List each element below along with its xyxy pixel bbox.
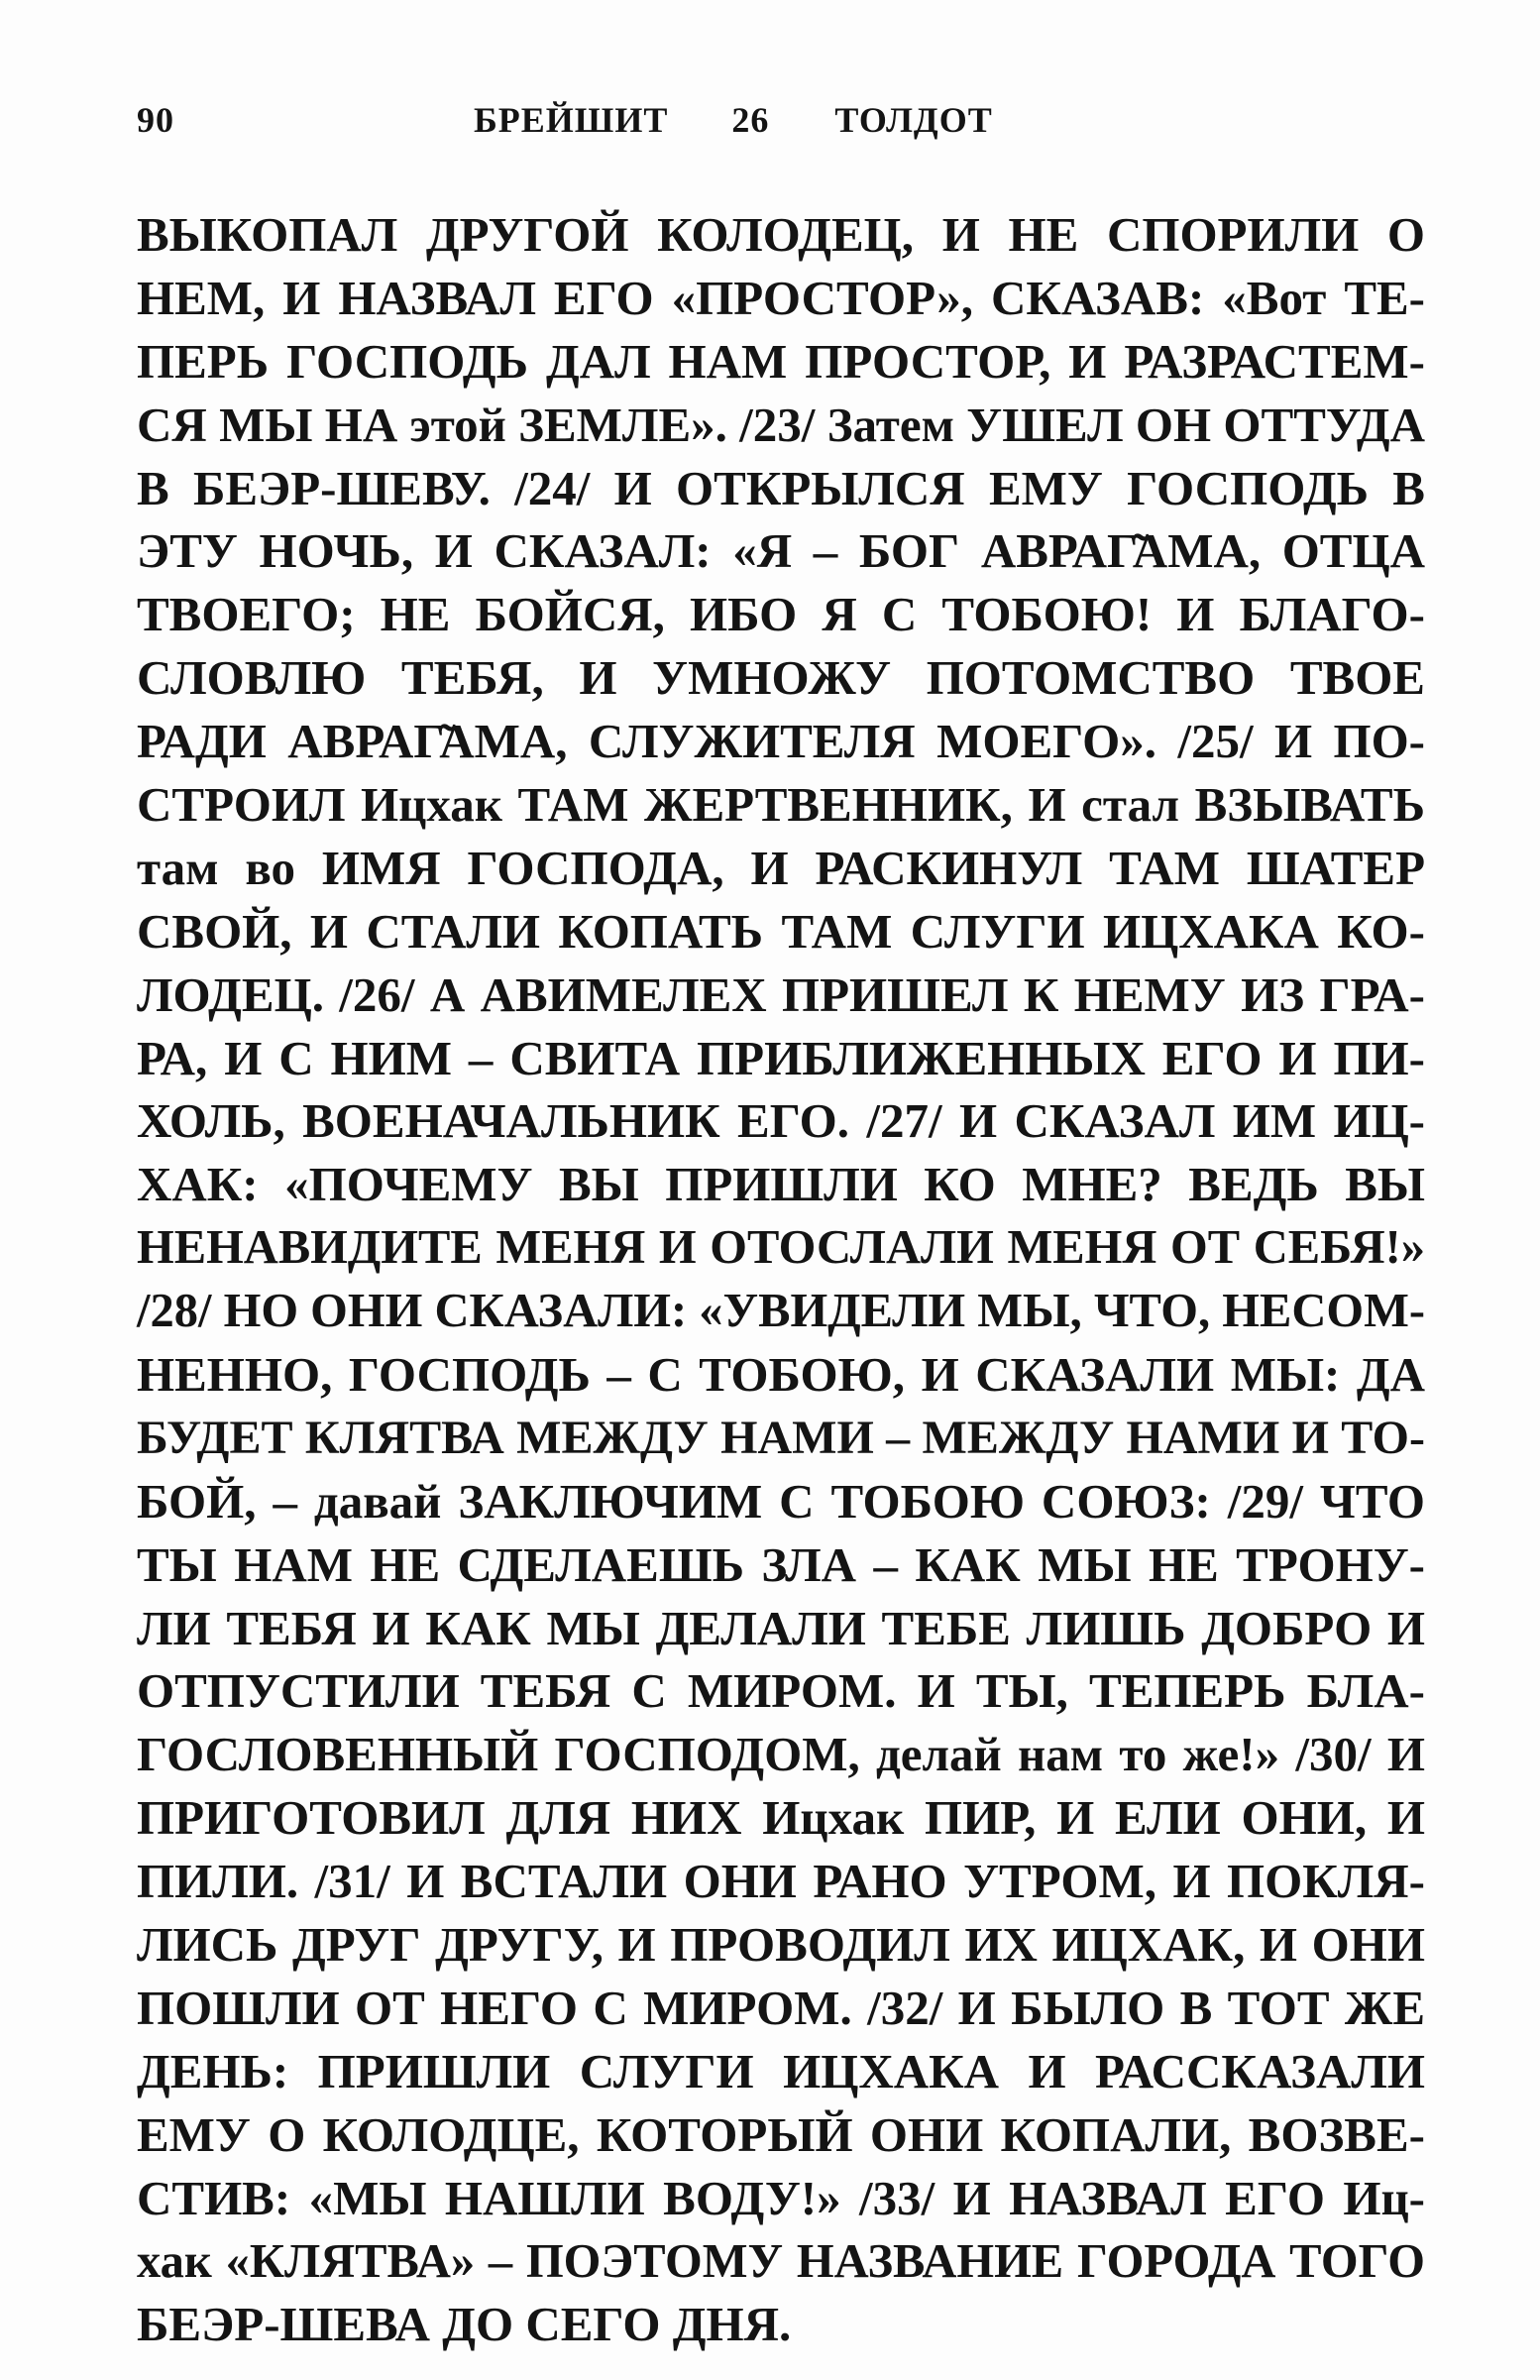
text-line: ГОСЛОВЕННЫЙ ГОСПОДОМ, делай нам то же!» /30/ И	[137, 1727, 1425, 1782]
book-title: БРЕЙШИТ	[474, 100, 669, 140]
text-line: ПРИГОТОВИЛ ДЛЯ НИХ Ицхак ПИР, И ЕЛИ ОНИ, И	[137, 1790, 1425, 1846]
text-line: СТИВ: «МЫ НАШЛИ ВОДУ!» /33/ И НАЗВАЛ ЕГО Иц-	[137, 2170, 1425, 2225]
text-line: там во ИМЯ ГОСПОДА, И РАСКИНУЛ ТАМ ШАТЕР	[137, 840, 1425, 895]
text-line: ЛИСЬ ДРУГ ДРУГУ, И ПРОВОДИЛ ИХ ИЦХАК, И ОНИ	[137, 1917, 1425, 1973]
text-line: ТВОЕГО; НЕ БОЙСЯ, ИБО Я С ТОБОЮ! И БЛАГО-	[137, 587, 1425, 642]
text-line: НЕМ, И НАЗВАЛ ЕГО «ПРОСТОР», СКАЗАВ: «Вот ТЕ-	[137, 270, 1425, 325]
text-line: РАДИ АВРАГ̃АМА, СЛУЖИТЕЛЯ МОЕГО». /25/ И ПО-	[137, 714, 1425, 769]
text-line: БЕЭР-ШЕВА ДО СЕГО ДНЯ.	[137, 2297, 792, 2352]
text-line: ДЕНЬ: ПРИШЛИ СЛУГИ ИЦХАКА И РАССКАЗАЛИ	[137, 2043, 1425, 2098]
text-line: СТРОИЛ Ицхак ТАМ ЖЕРТВЕННИК, И стал ВЗЫВАТЬ	[137, 777, 1425, 833]
text-line: СЛОВЛЮ ТЕБЯ, И УМНОЖУ ПОТОМСТВО ТВОЕ	[137, 650, 1425, 706]
text-line: БОЙ, – давай ЗАКЛЮЧИМ С ТОБОЮ СОЮЗ: /29/ ЧТО	[137, 1473, 1425, 1529]
text-line: БУДЕТ КЛЯТВА МЕЖДУ НАМИ – МЕЖДУ НАМИ И ТО-	[137, 1411, 1425, 1464]
text-line: СЯ МЫ НА этой ЗЕМЛЕ». /23/ Затем УШЕЛ ОН ОТТУДА	[137, 397, 1425, 452]
text-line: НЕНАВИДИТЕ МЕНЯ И ОТОСЛАЛИ МЕНЯ ОТ СЕБЯ!»	[137, 1221, 1425, 1275]
running-header	[137, 99, 1425, 149]
running-title	[474, 99, 993, 141]
body-text	[137, 203, 1425, 2356]
text-line: ОТПУСТИЛИ ТЕБЯ С МИРОМ. И ТЫ, ТЕПЕРЬ БЛА-	[137, 1663, 1425, 1719]
text-line: ЛИ ТЕБЯ И КАК МЫ ДЕЛАЛИ ТЕБЕ ЛИШЬ ДОБРО И	[137, 1600, 1425, 1655]
text-line: ЛОДЕЦ. /26/ А АВИМЕЛЕХ ПРИШЕЛ К НЕМУ ИЗ ГРА-	[137, 966, 1425, 1022]
chapter-number: 26	[731, 100, 770, 140]
text-line: НЕННО, ГОСПОДЬ – С ТОБОЮ, И СКАЗАЛИ МЫ: ДА	[137, 1347, 1425, 1403]
text-line: хак «КЛЯТВА» – ПОЭТОМУ НАЗВАНИЕ ГОРОДА ТОГО	[137, 2234, 1425, 2288]
text-line: ЭТУ НОЧЬ, И СКАЗАЛ: «Я – БОГ АВРАГ̃АМА, ОТЦА	[137, 523, 1425, 579]
text-line: СВОЙ, И СТАЛИ КОПАТЬ ТАМ СЛУГИ ИЦХАКА КО-	[137, 903, 1425, 959]
text-line: /28/ НО ОНИ СКАЗАЛИ: «УВИДЕЛИ МЫ, ЧТО, НЕСОМ-	[137, 1285, 1425, 1338]
text-line: ТЫ НАМ НЕ СДЕЛАЕШЬ ЗЛА – КАК МЫ НЕ ТРОНУ-	[137, 1536, 1425, 1592]
text-line: В БЕЭР-ШЕВУ. /24/ И ОТКРЫЛСЯ ЕМУ ГОСПОДЬ В	[137, 460, 1425, 515]
text-line: ПОШЛИ ОТ НЕГО С МИРОМ. /32/ И БЫЛО В ТОТ ЖЕ	[137, 1980, 1425, 2035]
page-number: 90	[137, 100, 174, 140]
text-line: ВЫКОПАЛ ДРУГОЙ КОЛОДЕЦ, И НЕ СПОРИЛИ О	[137, 207, 1425, 262]
text-line: РА, И С НИМ – СВИТА ПРИБЛИЖЕННЫХ ЕГО И ПИ-	[137, 1030, 1425, 1085]
text-line: ПИЛИ. /31/ И ВСТАЛИ ОНИ РАНО УТРОМ, И ПОКЛЯ-	[137, 1854, 1425, 1909]
text-line: ЕМУ О КОЛОДЦЕ, КОТОРЫЙ ОНИ КОПАЛИ, ВОЗВЕ-	[137, 2106, 1425, 2162]
portion-title: ТОЛДОТ	[834, 100, 993, 140]
text-line: ХОЛЬ, ВОЕНАЧАЛЬНИК ЕГО. /27/ И СКАЗАЛ ИМ ИЦ-	[137, 1093, 1425, 1149]
text-line: ПЕРЬ ГОСПОДЬ ДАЛ НАМ ПРОСТОР, И РАЗРАСТЕМ-	[137, 333, 1425, 389]
text-line: ХАК: «ПОЧЕМУ ВЫ ПРИШЛИ КО МНЕ? ВЕДЬ ВЫ	[137, 1157, 1425, 1212]
